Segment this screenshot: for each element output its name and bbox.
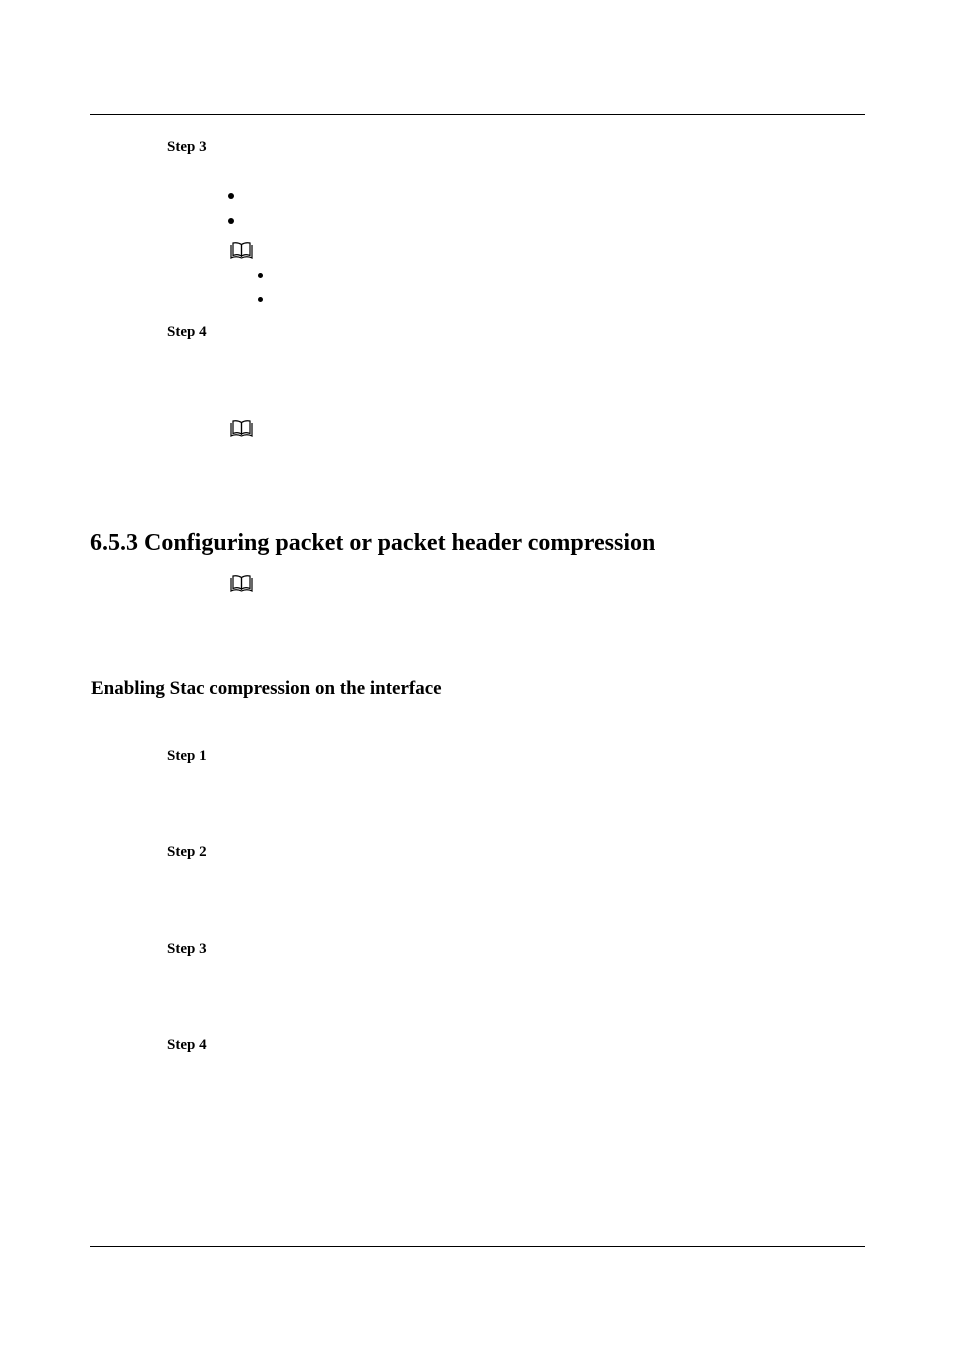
note-book-icon bbox=[229, 242, 254, 260]
sub-bullet-icon bbox=[258, 273, 263, 278]
section-heading: 6.5.3 Configuring packet or packet header compression bbox=[90, 530, 656, 556]
footer-rule bbox=[90, 1246, 865, 1247]
step-label: Step 2 bbox=[167, 844, 207, 860]
bullet-icon bbox=[228, 218, 234, 224]
header-rule bbox=[90, 114, 865, 115]
step-label: Step 3 bbox=[167, 941, 207, 957]
bullet-icon bbox=[228, 193, 234, 199]
subsection-heading: Enabling Stac compression on the interface bbox=[91, 678, 442, 699]
note-book-icon bbox=[229, 420, 254, 438]
step-label: Step 4 bbox=[167, 324, 207, 340]
step-label: Step 3 bbox=[167, 139, 207, 155]
note-book-icon bbox=[229, 575, 254, 593]
sub-bullet-icon bbox=[258, 297, 263, 302]
step-label: Step 1 bbox=[167, 748, 207, 764]
step-label: Step 4 bbox=[167, 1037, 207, 1053]
